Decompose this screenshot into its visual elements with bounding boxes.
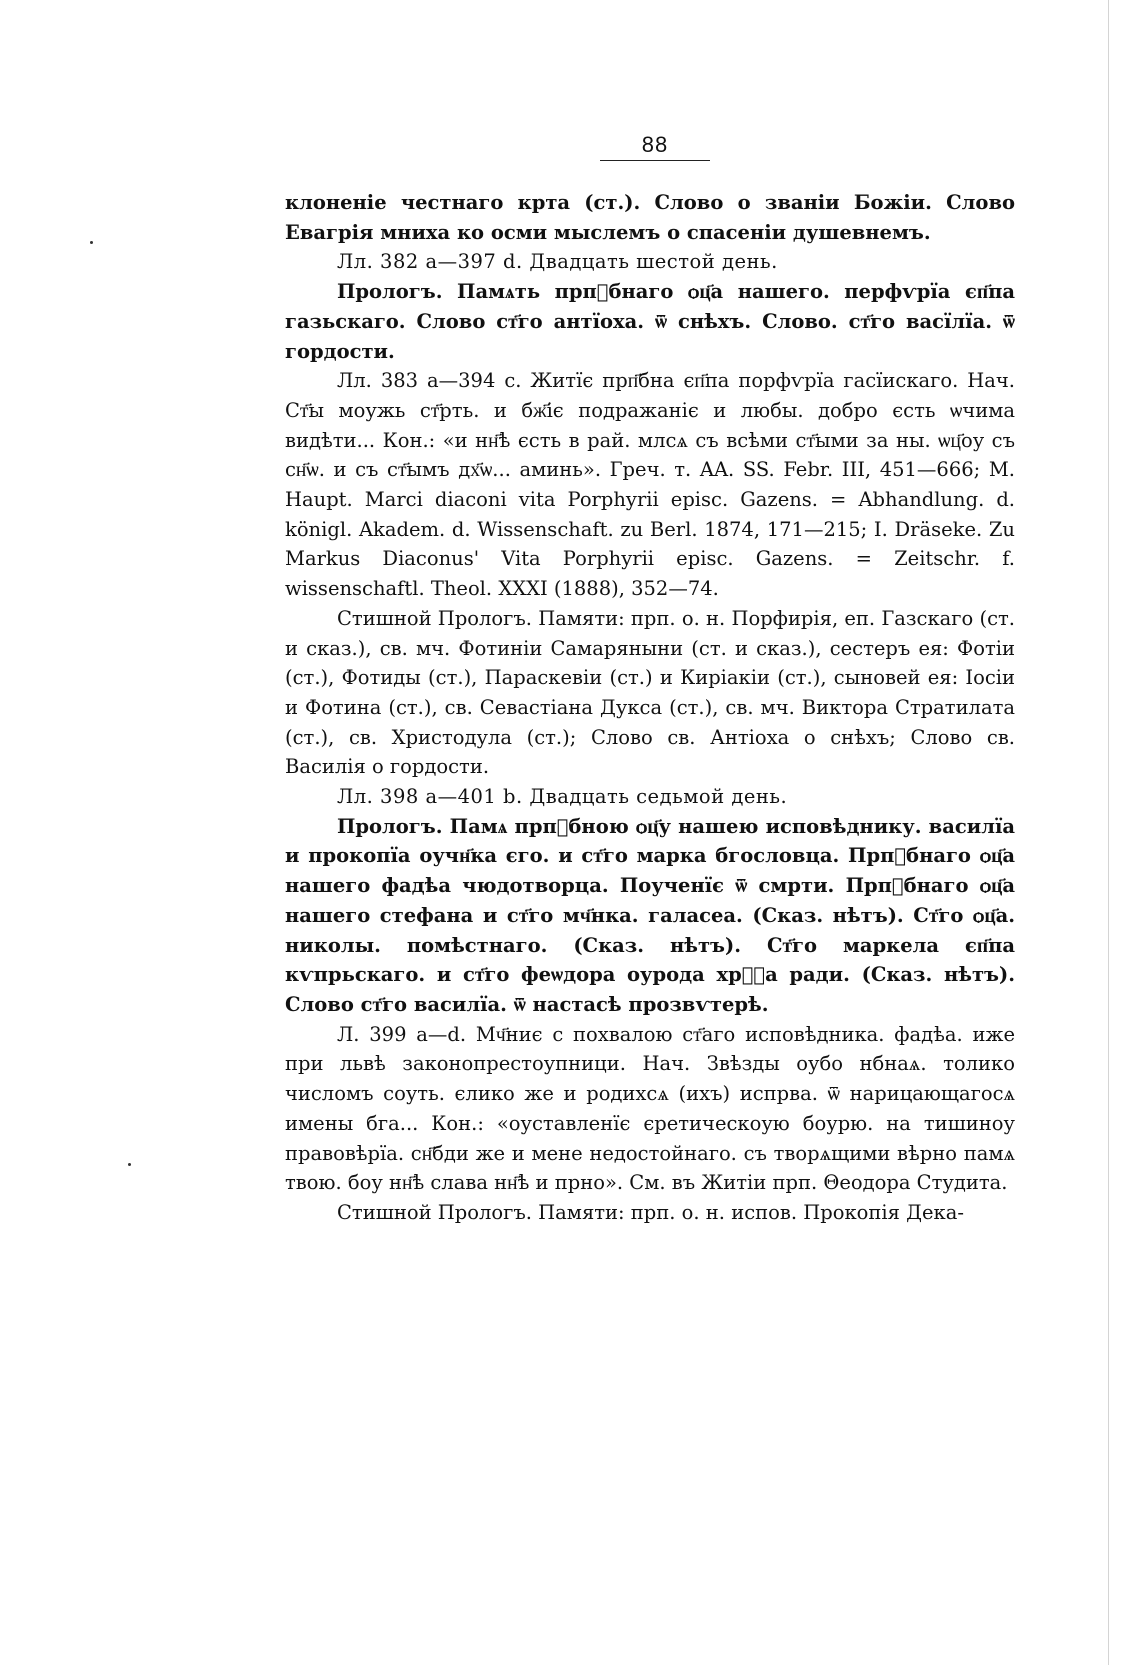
paragraph-life-entry: Лл. 383 а—394 с. Житїє прп҃бна єп҃па порфѵрїа гасїискаго. Нач. Ст҃ы моужь ст҃рть. и бж҃іє подражаніє и любы. добро єсть ѡчима видѣти... Кон.: «и нн҃ѣ єсть в рай. млсѧ съ всѣми ст҃ыми за ны. ѡц҃оу съ сн҃ѡ. и съ ст҃ымъ дх҃ѡ... аминь». Греч. т. AA. SS. Febr. III, 451—666; M. Haupt. Marci diaconi vita Porphyrii episc. Gazens. = Abhandlung. d. königl. Akadem. d. Wissenschaft. zu Berl. 1874, 171—215; I. Dräseke. Zu Markus Diaconus' Vita Porphyrii episc. Gazens. = Zeitschr. f. wissenschaftl. Theol. XXXI (1888), 352—74. bbox=[285, 369, 1015, 601]
paragraph-prolog: Прологъ. Памѧть прпⷣбнаго ѻц҃а нашего. перфѵрїа єп҃па газьскаго. Слово ст҃го антїоха. ѿ снѣхъ. Слово. ст҃го васїлїа. ѿ гордости. bbox=[285, 280, 1015, 363]
page-number-rule bbox=[600, 160, 710, 161]
paragraph-martyrdom-entry: Л. 399 а—d. Мч҃ниє с похвалою ст҃аго исповѣдника. фадѣа. иже при львѣ законопрестоупници. Нач. Звѣзды оубо нбнаѧ. толико числомъ соуть. єлико же и родихсѧ (ихъ) испрва. ѿ нарицающагосѧ имены бга... Кон.: «оуставленїє єретическоую боурю. на тишиноу правовѣрїа. сн҃бди же и мене недостойнаго. съ творѧщими вѣрно памѧ твою. боу нн҃ѣ слава нн҃ѣ и прно». См. въ Житіи прп. Θеодора Студита. bbox=[285, 1022, 1015, 1195]
paragraph-continuation: клоненіе честнаго крта (ст.). Слово о званіи Божіи. Слово Евагрія мниха ко осми мыслемъ о спасеніи душевнемъ. bbox=[285, 191, 1015, 244]
paragraph-folio-heading: Лл. 398 а—401 b. Двадцать седьмой день. bbox=[337, 785, 788, 809]
paragraph-verse-prolog: Стишной Прологъ. Памяти: прп. о. н. испов. Прокопія Дека- bbox=[337, 1200, 964, 1224]
paragraph-verse-prolog: Стишной Прологъ. Памяти: прп. о. н. Порфирія, еп. Газскаго (ст. и сказ.), св. мч. Фотиніи Самаряныни (ст. и сказ.), сестеръ ея: Фотіи (ст.), Фотиды (ст.), Параскевіи (ст.) и Киріакіи (ст.), сыновей ея: Іосіи и Фотина (ст.), св. Севастіана Дукса (ст.), св. мч. Виктора Стратилата (ст.), св. Христодула (ст.); Слово св. Антіоха о снѣхъ; Слово св. Василія о гордости. bbox=[285, 606, 1015, 779]
page-number: 88 bbox=[641, 132, 669, 157]
paragraph-folio-heading: Лл. 382 а—397 d. Двадцать шестой день. bbox=[337, 250, 778, 274]
scan-speck-bottom bbox=[128, 1163, 131, 1166]
scan-speck-top bbox=[90, 241, 93, 244]
page-edge-shadow bbox=[1108, 0, 1109, 1665]
body-text bbox=[285, 188, 1015, 1228]
paragraph-prolog: Прологъ. Памѧ прпⷣбною ѻц҃у нашею исповѣднику. василїа и прокопїа оучн҃ка єго. и ст҃го марка бгословца. Прпⷣбнаго ѻц҃а нашего фадѣа чюдотворца. Поученїє ѿ смрти. Прпⷣбнаго ѻц҃а нашего стефана и ст҃го мч҃нка. галасеа. (Сказ. нѣтъ). Ст҃го ѻц҃а. николы. помѣстнаго. (Сказ. нѣтъ). Ст҃го маркела єп҃па кѵпрьскаго. и ст҃го феѡдора оурода хрⷭ҇а ради. (Сказ. нѣтъ). Слово ст҃го василїа. ѿ настасѣ прозвѵтерѣ. bbox=[285, 814, 1015, 1016]
